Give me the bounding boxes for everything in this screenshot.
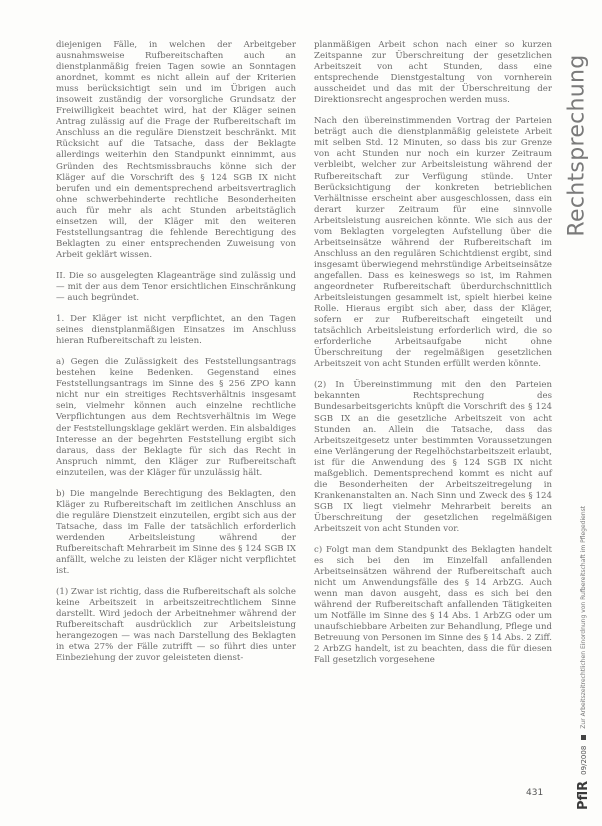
paragraph: planmäßigen Arbeit schon nach einer so kurzen Zeitspanne zur Überschreitung der gesetzlichen Arbeitszeit von acht Stunden, dass eine entsprechende Dienstgestaltung von vornherein ausscheidet und das mit der Überschreitung der Direktionsrecht angesprochen werden muss. [314,40,552,106]
footer-strip [576,506,591,810]
left-column [56,40,296,674]
section-title-vertical [559,40,595,250]
issue-number: 09/2008 [579,745,588,775]
section-title: Rechtsprechung [564,53,590,237]
paragraph: (2) In Übereinstimmung mit den den Parteien bekannten Rechtsprechung des Bundesarbeitsgerichts knüpft die Vorschrift des § 124 SGB IX an die gesetzliche Arbeitszeit von acht Stunden an. Allein die Tatsache, dass das Arbeitszeitgesetz unter bestimmten Voraussetzungen eine Verlängerung der Regelhöchstarbeitszeit erlaubt, ist für die Anwendung des § 124 SGB IX nicht maßgeblich. Dementsprechend kommt es nicht auf die Besonderheiten der Arbeitszeitregelung in Krankenanstalten an. Nach Sinn und Zweck des § 124 SGB IX liegt vielmehr Mehrarbeit bereits an Überschreitung der gesetzlichen regelmäßigen Arbeitszeit von acht Stunden vor. [314,380,552,534]
paragraph: Nach den übereinstimmenden Vortrag der Parteien beträgt auch die dienstplanmäßig geleistete Arbeit mit selben Std. 12 Minuten, so dass bis zur Grenze von acht Stunden nur noch ein kurzer Zeitraum verbleibt, welcher zur Arbeitsleistung während der Rufbereitschaft zur Verfügung stünde. Unter Berücksichtigung der konkreten betrieblichen Verhältnisse erscheint aber ausgeschlossen, dass ein derart kurzer Zeitraum für eine sinnvolle Arbeitsleistung ausreichen könnte. Wie sich aus der vom Beklagten vorgelegten Aufstellung über die Arbeitseinsätze während der Rufbereitschaft im Anschluss an den regulären Schichtdienst ergibt, sind insgesamt überwiegend mehrstündige Arbeitseinsätze angefallen. Dass es keineswegs so ist, im Rahmen angeordneter Rufbereitschaft überdurchschnittlich Arbeitsleistungen gesammelt ist, spielt hierbei keine Rolle. Hieraus ergibt sich aber, dass der Kläger, sofern er zur Rufbereitschaft eingeteilt und tatsächlich Arbeitsleistung erforderlich wird, die so erforderliche Arbeitsaufgabe nicht ohne Überschreitung der regelmäßigen gesetzlichen Arbeitszeit von acht Stunden erfüllt werden könnte. [314,116,552,370]
footer-note: Zur Arbeitszeitrechtlichen Einordnung von Rufbereitschaft im Pflegedienst [580,505,587,729]
paragraph: diejenigen Fälle, in welchen der Arbeitgeber ausnahmsweise Rufbereitschaften auch an dienstplanmäßig freien Tagen sowie an Sonntagen anordnet, kommt es nicht allein auf der Kriterien muss berücksichtigt sein und im Übrigen auch insoweit zuständig der vorsorgliche Grundsatz der Freiwilligkeit beachtet wird, hat der Kläger seinen Antrag zulässig auf die Frage der Rufbereitschaft im Anschluss an die reguläre Dienstzeit beschränkt. Mit Rücksicht auf die Tatsache, dass der Beklagte allerdings weiterhin den Standpunkt einnimmt, aus Gründen des Rechtsmissbrauchs könne sich der Kläger auf die Vorschrift des § 124 SGB IX nicht berufen und ein dementsprechend arbeitsvertraglich ohne schwerbehinderte rechtliche Besonderheiten auch für mehr als acht Stunden arbeitstäglich einsetzen will, der Kläger mit den weiteren Feststellungsantrag die fehlende Berechtigung des Beklagten zu einer entsprechenden Zuweisung von Arbeit geklärt wissen. [56,40,296,260]
paragraph: II. Die so ausgelegten Klageanträge sind zulässig und — mit der aus dem Tenor ersichtlichen Einschränkung — auch begründet. [56,270,296,304]
paragraph: b) Die mangelnde Berechtigung des Beklagten, den Kläger zu Rufbereitschaft im zeitlichen Anschluss an die reguläre Dienstzeit einzuteilen, ergibt sich aus der Tatsache, dass im Falle der tatsächlich erforderlich werdenden Arbeitsleistung während der Rufbereitschaft Mehrarbeit im Sinne des § 124 SGB IX anfällt, welche zu leisten der Kläger nicht verpflichtet ist. [56,488,296,577]
square-bullet-icon [581,735,586,740]
paragraph: c) Folgt man dem Standpunkt des Beklagten handelt es sich bei den im Einzelfall anfallenden Arbeitseinsätzen während der Rufbereitschaft auch nicht um Anwendungsfälle des § 14 ArbZG. Auch wenn man davon ausgeht, dass es sich bei den während der Rufbereitschaft anfallenden Tätigkeiten um Notfälle im Sinne des § 14 Abs. 1 ArbZG oder um unaufschiebbare Arbeiten zur Behandlung, Pflege und Betreuung von Personen im Sinne des § 14 Abs. 2 Ziff. 2 ArbZG handelt, ist zu beachten, dass die für diesen Fall gesetzlich vorgesehene [314,545,552,666]
paragraph: (1) Zwar ist richtig, dass die Rufbereitschaft als solche keine Arbeitszeit in arbeitszeitrechtlichem Sinne darstellt. Wird jedoch der Arbeitnehmer während der Rufbereitschaft ausdrücklich zur Arbeitsleistung herangezogen — was nach Darstellung des Beklagten in etwa 27% der Fälle zutrifft — so führt dies unter Einbeziehung der zuvor geleisteten dienst- [56,587,296,664]
page-number: 431 [526,788,544,798]
right-column [314,40,552,677]
side-footer [556,505,596,810]
paragraph: 1. Der Kläger ist nicht verpflichtet, an den Tagen seines dienstplanmäßigen Einsatzes im Anschluss hieran Rufbereitschaft zu leisten. [56,314,296,347]
paragraph: a) Gegen die Zulässigkeit des Feststellungsantrags bestehen keine Bedenken. Gegenstand eines Feststellungsantrags im Sinne des § 256 ZPO kann nicht nur ein streitiges Rechtsverhältnis insgesamt sein, vielmehr können auch einzelne rechtliche Verpflichtungen aus dem Rechtsverhältnis im Wege der Feststellungsklage geklärt werden. Ein alsbaldiges Interesse an der begehrten Feststellung ergibt sich daraus, dass der Beklagte für sich das Recht in Anspruch nimmt, den Kläger zur Rufbereitschaft einzuteilen, was der Kläger für unzulässig hält. [56,357,296,478]
journal-abbreviation: PflR [576,780,591,810]
